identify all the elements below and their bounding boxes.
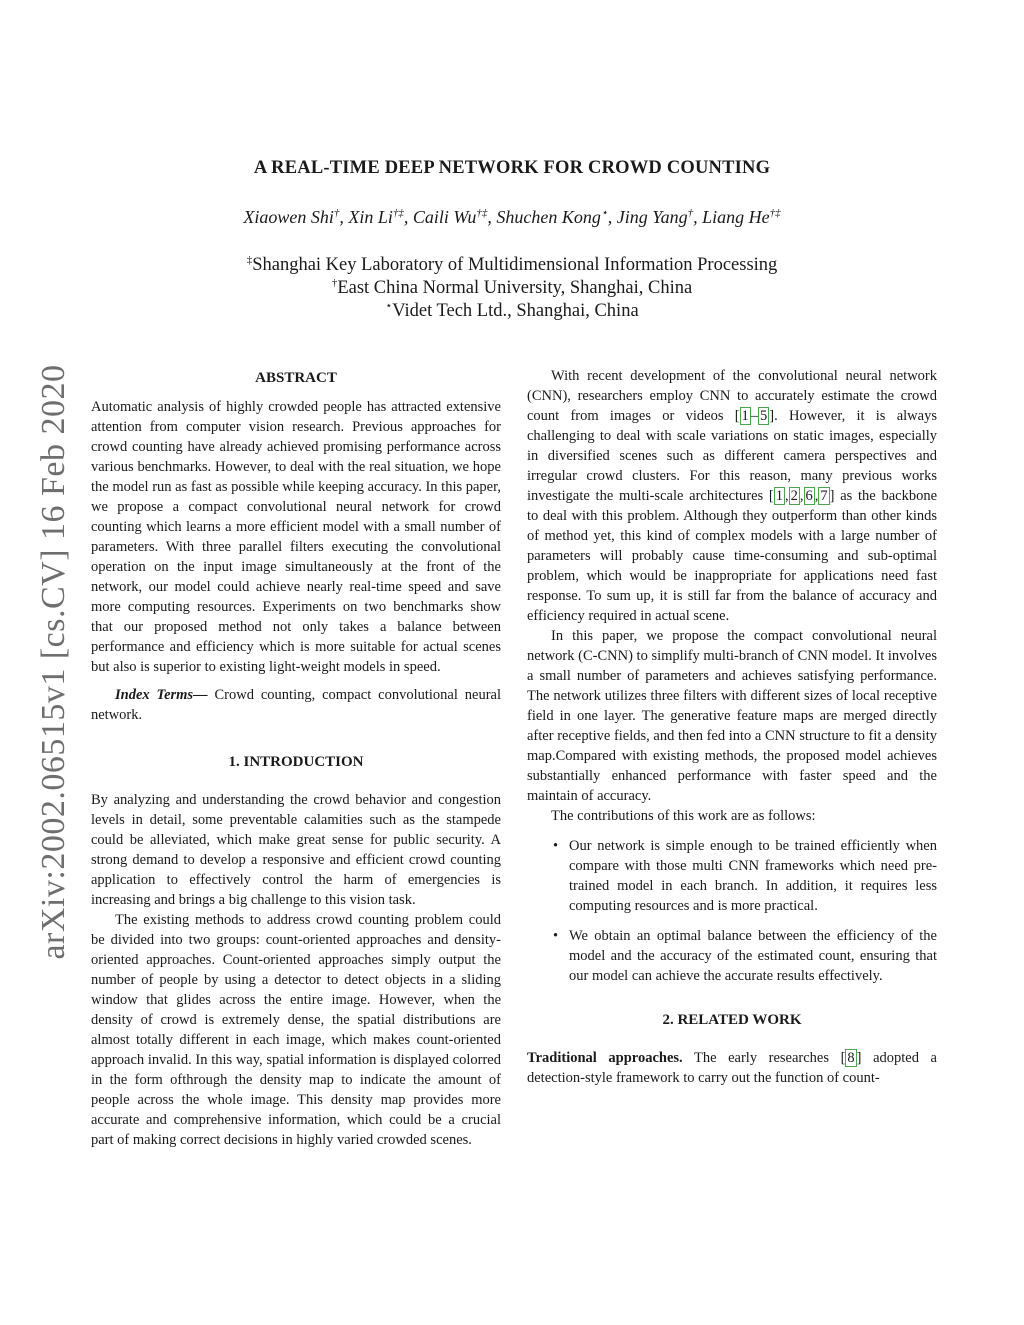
author: Caili Wu†‡ — [412, 207, 488, 227]
citation-link[interactable]: 1 — [775, 488, 784, 504]
author-list: Xiaowen Shi†, Xin Li†‡, Caili Wu†‡, Shuchen Kong⋆, Jing Yang†, Liang He†‡ — [243, 207, 781, 227]
citation-link[interactable]: 7 — [820, 488, 828, 504]
author: Liang He†‡ — [702, 207, 781, 227]
related-work-paragraph: Traditional approaches. The early researches [ 8 ] adopted a detection-style framework to carry out the function of count- — [527, 1050, 937, 1086]
affiliation: †East China Normal University, Shanghai, China — [331, 276, 693, 298]
citation-link[interactable]: 6 — [805, 488, 813, 504]
author: Xin Li†‡ — [348, 207, 404, 227]
citation-link[interactable]: 1 — [741, 408, 749, 424]
author: Xiaowen Shi† — [243, 207, 340, 227]
related-work-lead: Traditional approaches. — [527, 1050, 683, 1066]
abstract-heading: ABSTRACT — [255, 370, 337, 386]
intro-paragraph-4: In this paper, we propose the compact convolutional neural network (C-CNN) to simplify multi-branch of CNN model. It involves a small number of parameters and achieves satisfying performance. The network utilizes three filters with different sizes of local receptive field in one layer. The generative feature maps are merged directly after receptive fields, and then fed into a CNN structure to fit a density map.Compared with existing methods, the proposed model achieves substantially enhanced performance with faster speed and the maintain of accuracy. — [527, 628, 937, 804]
citation-link[interactable]: 5 — [760, 408, 768, 424]
contribution-list — [527, 836, 937, 986]
left-column — [91, 368, 501, 1150]
right-column — [527, 368, 937, 1088]
bullet-icon: • — [553, 838, 559, 854]
contribution-text: We obtain an optimal balance between the efficiency of the model and the accuracy of the estimated count, ensuring that our model can achieve the accurate results effectively. — [569, 928, 937, 984]
citation-link[interactable]: 8 — [847, 1050, 855, 1066]
paper-title: A REAL-TIME DEEP NETWORK FOR CROWD COUNTING — [253, 158, 771, 178]
index-terms: Index Terms— Crowd counting, compact convolutional neural network. — [91, 687, 502, 723]
intro-paragraph-3: With recent development of the convolutional neural network (CNN), researchers employ CNN to accurately estimate the crowd count from images or videos [ 1 – 5 ]. However, it is always challenging to deal with scale variations on static images, especially in diversified scenes such as different camera perspectives and irregular crowd clusters. For this reason, many previous works investigate the multi-scale architectures [ 1 , 2 , 6 , 7 ] as the backbone to deal with this problem. Although they outperform than other kinds of method yet, this kind of complex models with a large number of parameters will probably cause time-consuming and sub-optimal problem, which would be inappropriate for applications need fast response. To sum up, it is still far from the balance of accuracy and efficiency required in actual scene. — [527, 368, 938, 624]
intro-paragraph-1: By analyzing and understanding the crowd behavior and congestion levels in detail, some preventable calamities such as the stampede could be alleviated, which make great sense for public security. A strong demand to develop a responsive and efficient crowd counting application to effectively control the harm of emergencies is increasing and brings a big challenge to this vision task. — [91, 792, 501, 908]
bullet-icon: • — [553, 928, 559, 944]
related-work-heading: 2. RELATED WORK — [662, 1012, 802, 1028]
contribution-text: Our network is simple enough to be trained efficiently when compare with those multi CNN frameworks which need pre-trained model in each branch. In addition, it requires less computing resources and is more practical. — [569, 838, 937, 914]
index-terms-label: Index Terms— — [115, 687, 208, 703]
affiliations — [0, 254, 1024, 323]
affiliation: ‡Shanghai Key Laboratory of Multidimensional Information Processing — [246, 253, 778, 275]
citation-link[interactable]: 2 — [790, 488, 798, 504]
author: Shuchen Kong⋆ — [496, 207, 608, 227]
intro-paragraph-5: The contributions of this work are as follows: — [551, 808, 816, 824]
contribution-item — [527, 836, 937, 916]
abstract-text: Automatic analysis of highly crowded people has attracted extensive attention from computer vision research. Previous approaches for crowd counting have already achieved promising performance across various benchmarks. However, to deal with the real situation, we hope the model run as fast as possible while keeping accuracy. In this paper, we propose a compact convolutional neural network for crowd counting which learns a more efficient model with a small number of parameters. With three parallel filters executing the convolutional operation on the input image simultaneously at the front of the network, our model could achieve nearly real-time speed and save more computing resources. Experiments on two benchmarks show that our proposed method not only takes a balance between performance and efficiency which is more suitable for actual scenes but also is superior to existing light-weight models in speed. — [91, 399, 501, 675]
contribution-item — [527, 926, 937, 986]
author: Jing Yang† — [616, 207, 694, 227]
introduction-heading: 1. INTRODUCTION — [228, 754, 364, 770]
arxiv-identifier: arXiv:2002.06515v1 [cs.CV] 16 Feb 2020 — [35, 364, 72, 960]
intro-paragraph-2: The existing methods to address crowd counting problem could be divided into two groups: count-oriented approaches and density-oriented approaches. Count-oriented approaches simply output the number of people by using a detector to detect objects in a sliding window that glides across the entire image. However, when the density of crowd is extremely dense, the spatial distributions are almost totally different in each image, which makes count-oriented approach invalid. In this way, spatial information is displayed colorred in the form ofthrough the density map to indicate the amount of people across the whole image. This density map provides more accurate and comprehensive information, which could be a crucial part of making correct decisions in highly varied crowded scenes. — [91, 912, 501, 1148]
right-column-flow — [527, 366, 937, 1088]
affiliation: ⋆Videt Tech Ltd., Shanghai, China — [385, 299, 639, 321]
